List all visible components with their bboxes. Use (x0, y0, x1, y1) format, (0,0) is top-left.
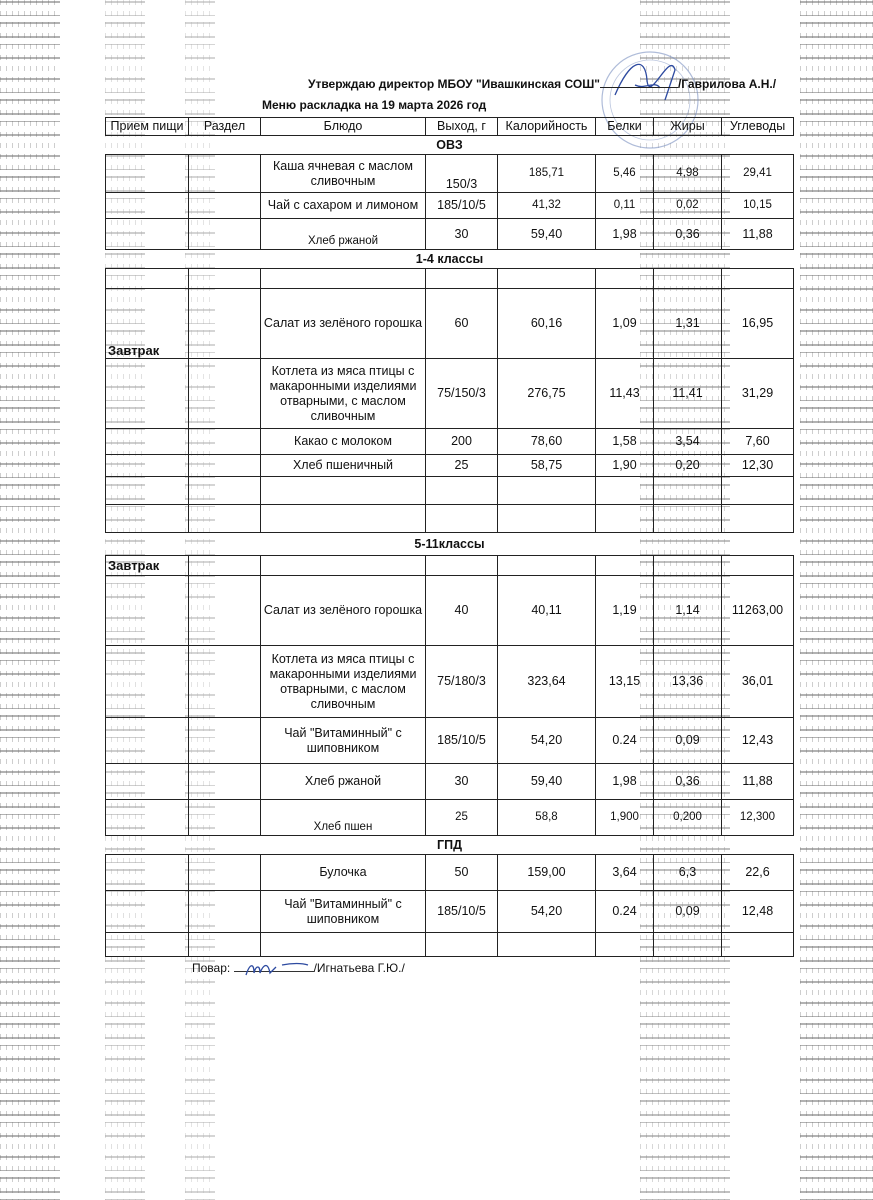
prot: 1,58 (596, 429, 654, 455)
kcal: 59,40 (498, 219, 596, 250)
dish: Салат из зелёного горошка (261, 576, 426, 646)
carb: 11,88 (722, 219, 794, 250)
carb: 10,15 (722, 193, 794, 219)
handwritten-signature (242, 959, 312, 981)
dish: Хлеб ржаной (261, 764, 426, 800)
kcal: 78,60 (498, 429, 596, 455)
col-header: Белки (596, 118, 654, 136)
fat: 3,54 (654, 429, 722, 455)
dish: Салат из зелёного горошка (261, 289, 426, 359)
out: 50 (426, 855, 498, 891)
table-row (106, 800, 794, 836)
dish: Котлета из мяса птицы с макаронными изделиями отварными, с маслом сливочным (261, 359, 426, 429)
table-row-empty (106, 269, 794, 289)
carb: 29,41 (722, 155, 794, 193)
table-row (106, 359, 794, 429)
prot: 0,11 (596, 193, 654, 219)
kcal: 59,40 (498, 764, 596, 800)
fat: 0,36 (654, 764, 722, 800)
fat: 0,200 (654, 800, 722, 836)
fat: 0,20 (654, 455, 722, 477)
carb: 11,88 (722, 764, 794, 800)
table-row (106, 219, 794, 250)
table-row-empty (106, 477, 794, 505)
carb: 31,29 (722, 359, 794, 429)
dish: Хлеб пшен (261, 800, 426, 836)
section-title: ОВЗ (436, 137, 463, 152)
col-header: Углеводы (722, 118, 794, 136)
dish: Чай с сахаром и лимоном (261, 193, 426, 219)
prot: 5,46 (596, 155, 654, 193)
kcal: 54,20 (498, 718, 596, 764)
table-row (106, 155, 794, 193)
kcal: 276,75 (498, 359, 596, 429)
table-row (106, 193, 794, 219)
table-row (106, 556, 794, 576)
kcal: 60,16 (498, 289, 596, 359)
table-row-empty (106, 933, 794, 957)
kcal: 54,20 (498, 891, 596, 933)
fat: 0,09 (654, 891, 722, 933)
dish: Чай "Витаминный" с шиповником (261, 718, 426, 764)
fat: 4,98 (654, 155, 722, 193)
out: 185/10/5 (426, 193, 498, 219)
table-row (106, 855, 794, 891)
carb: 22,6 (722, 855, 794, 891)
signature-blank (234, 971, 314, 972)
prot: 1,19 (596, 576, 654, 646)
dish: Каша ячневая с маслом сливочным (261, 155, 426, 193)
table-row (106, 646, 794, 718)
prot: 1,90 (596, 455, 654, 477)
kcal: 58,75 (498, 455, 596, 477)
prot: 11,43 (596, 359, 654, 429)
carb: 11263,00 (722, 576, 794, 646)
prot: 1,98 (596, 219, 654, 250)
dish: Какао с молоком (261, 429, 426, 455)
scan-noise-right (800, 0, 873, 1200)
prot: 3,64 (596, 855, 654, 891)
cook-label: Повар: (192, 961, 231, 975)
fat: 11,41 (654, 359, 722, 429)
col-header: Калорийность (498, 118, 596, 136)
fat: 6,3 (654, 855, 722, 891)
col-header: Прием пищи (106, 118, 189, 136)
fat: 1,31 (654, 289, 722, 359)
carb: 12,30 (722, 455, 794, 477)
col-header: Блюдо (261, 118, 426, 136)
table-row (106, 289, 794, 359)
table-row (106, 764, 794, 800)
table-row (106, 718, 794, 764)
kcal: 323,64 (498, 646, 596, 718)
out: 25 (426, 800, 498, 836)
table-row (106, 576, 794, 646)
carb: 36,01 (722, 646, 794, 718)
col-header: Выход, г (426, 118, 498, 136)
col-header: Жиры (654, 118, 722, 136)
kcal: 41,32 (498, 193, 596, 219)
table-row (106, 455, 794, 477)
out: 185/10/5 (426, 891, 498, 933)
out: 60 (426, 289, 498, 359)
out: 185/10/5 (426, 718, 498, 764)
cook-signature-line (192, 961, 405, 975)
prot: 0.24 (596, 718, 654, 764)
carb: 16,95 (722, 289, 794, 359)
table-row-empty (106, 505, 794, 533)
director-name: /Гаврилова А.Н./ (677, 77, 777, 91)
out: 30 (426, 219, 498, 250)
fat: 0,09 (654, 718, 722, 764)
carb: 12,43 (722, 718, 794, 764)
out: 30 (426, 764, 498, 800)
fat: 1,14 (654, 576, 722, 646)
carb: 12,48 (722, 891, 794, 933)
out: 150/3 (426, 155, 498, 193)
dish: Хлеб пшеничный (261, 455, 426, 477)
table-row (106, 429, 794, 455)
kcal: 40,11 (498, 576, 596, 646)
approval-text: Утверждаю директор МБОУ "Ивашкинская СОШ" (308, 77, 600, 91)
dish: Хлеб ржаной (261, 219, 426, 250)
menu-title: Меню раскладка на 19 марта 2026 год (262, 98, 487, 112)
approval-line (308, 77, 776, 91)
fat: 0,02 (654, 193, 722, 219)
section-title: 1-4 классы (415, 251, 484, 266)
dish: Булочка (261, 855, 426, 891)
dish: Чай "Витаминный" с шиповником (261, 891, 426, 933)
kcal: 159,00 (498, 855, 596, 891)
prot: 1,900 (596, 800, 654, 836)
col-header: Раздел (189, 118, 261, 136)
prot: 1,98 (596, 764, 654, 800)
carb: 12,300 (722, 800, 794, 836)
meal-label: Завтрак (106, 289, 189, 359)
section-title: 5-11классы (414, 536, 485, 551)
cook-name: /Игнатьева Г.Ю./ (313, 961, 405, 975)
kcal: 58,8 (498, 800, 596, 836)
dish: Котлета из мяса птицы с макаронными изделиями отварными, с маслом сливочным (261, 646, 426, 718)
prot: 1,09 (596, 289, 654, 359)
signature-blank (600, 87, 678, 88)
carb: 7,60 (722, 429, 794, 455)
section-title: ГПД (437, 837, 462, 852)
fat: 13,36 (654, 646, 722, 718)
prot: 0.24 (596, 891, 654, 933)
table-row (106, 891, 794, 933)
out: 200 (426, 429, 498, 455)
out: 25 (426, 455, 498, 477)
out: 40 (426, 576, 498, 646)
scan-noise-left (0, 0, 60, 1200)
menu-table (105, 117, 794, 957)
prot: 13,15 (596, 646, 654, 718)
fat: 0,36 (654, 219, 722, 250)
out: 75/150/3 (426, 359, 498, 429)
header-row (106, 118, 794, 136)
out: 75/180/3 (426, 646, 498, 718)
meal-label: Завтрак (106, 556, 189, 576)
kcal: 185,71 (498, 155, 596, 193)
